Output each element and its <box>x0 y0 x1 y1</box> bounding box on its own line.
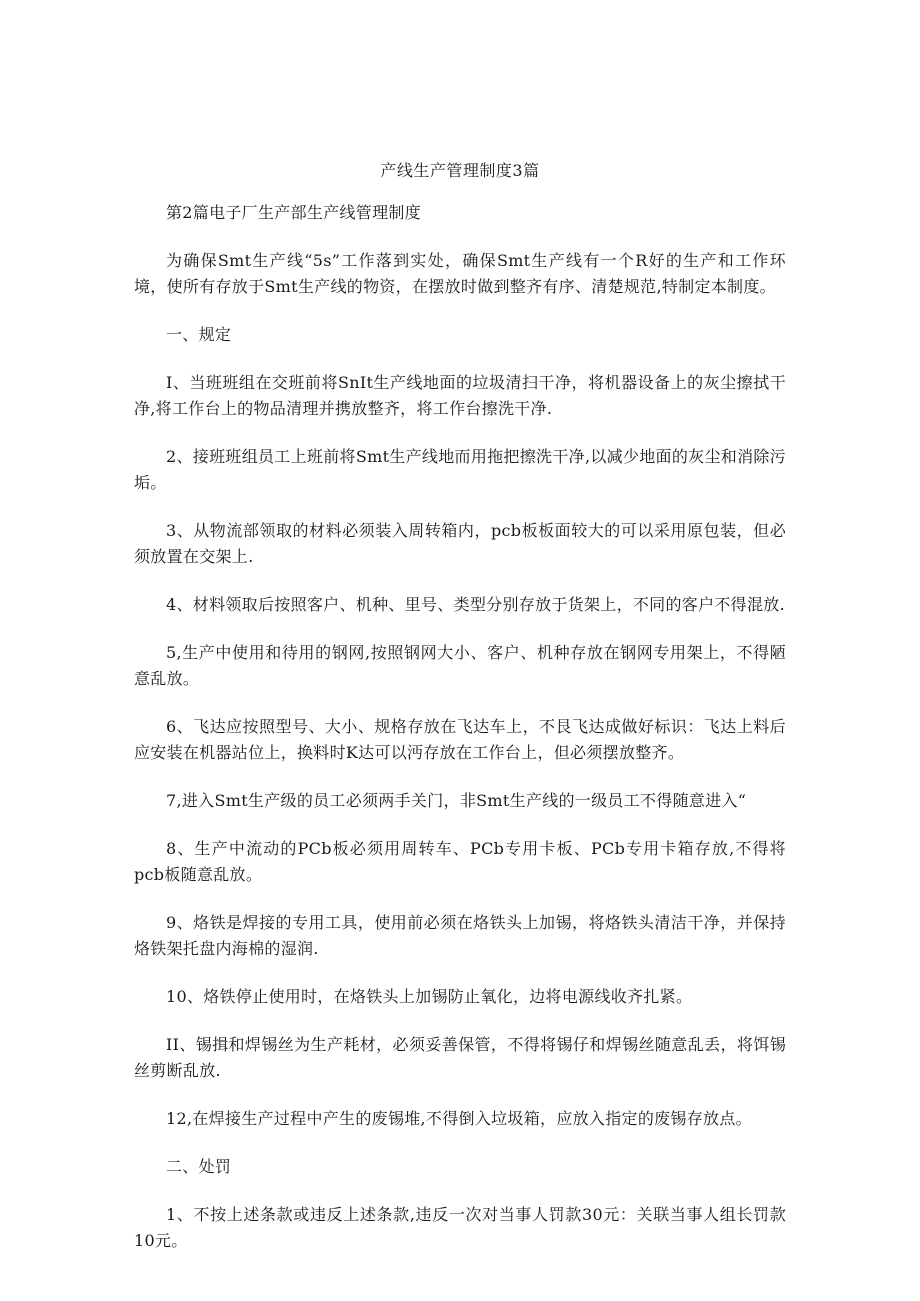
rule-item: I、当班班组在交班前将SnIt生产线地面的垃圾清扫干净，将机器设备上的灰尘擦拭干净,将工作台上的物品清理并携放整齐，将工作台擦洗干净. <box>134 373 786 418</box>
rule-item: 5,生产中使用和待用的钢网,按照钢网大小、客户、机种存放在钢网专用架上，不得陋意乱放。 <box>134 643 786 688</box>
intro-paragraph: 为确保Smt生产线“5s”工作落到实处，确保Smt生产线有一个R好的生产和工作环境，使所有存放于Smt生产线的物资，在摆放时做到整齐有序、清楚规范,特制定本制度。 <box>134 251 786 296</box>
section-heading-penalties: 二、处罚 <box>166 1157 232 1176</box>
rule-item: 7,进入Smt生产级的员工必须两手关门，非Smt生产线的一级员工不得随意进入“ <box>166 791 747 810</box>
rule-item: 2、接班班组员工上班前将Smt生产线地而用拖把擦洗干净,以减少地面的灰尘和消除污垢。 <box>134 447 786 492</box>
rule-item: 8、生产中流动的PCb板必须用周转车、PCb专用卡板、PCb专用卡箱存放,不得将pcb板随意乱放。 <box>134 839 786 884</box>
rule-item: 10、烙铁停止使用时，在烙铁头上加锡防止氧化，边将电源线收齐扎紧。 <box>166 987 693 1006</box>
rule-item: 9、烙铁是焊接的专用工具，使用前必须在烙铁头上加锡，将烙铁头清洁干净，并保持烙铁架托盘内海棉的湿润. <box>134 913 786 958</box>
rule-item: 4、材料领取后按照客户、机种、里号、类型分别存放于货架上，不同的客户不得混放. <box>166 595 785 614</box>
penalty-item: 1、不按上述条款或违反上述条款,违反一次对当事人罚款30元：关联当事人组长罚款10元。 <box>134 1205 786 1250</box>
rule-item: 3、从物流部领取的材料必须装入周转箱内，pcb板板面较大的可以采用原包装，但必须放置在交架上. <box>134 521 786 566</box>
rule-item: 6、飞达应按照型号、大小、规格存放在飞达车上，不艮飞达成做好标识：飞达上料后应安装在机器站位上，换料时K达可以沔存放在工作台上，但必须摆放整齐。 <box>134 717 786 762</box>
document-title: 产线生产管理制度3篇 <box>380 161 540 180</box>
section-heading-rules: 一、规定 <box>166 325 232 344</box>
document-subtitle: 第2篇电子厂生产部生产线管理制度 <box>166 203 421 222</box>
rule-item: II、锡揖和焊锡丝为生产耗材，必须妥善保管，不得将锡仔和焊锡丝随意乱丢，将饵锡丝剪断乱放. <box>134 1035 786 1080</box>
rule-item: 12,在焊接生产过程中产生的废锡堆,不得倒入垃圾箱，应放入指定的废锡存放点。 <box>166 1109 752 1128</box>
document-body <box>134 200 786 1276</box>
